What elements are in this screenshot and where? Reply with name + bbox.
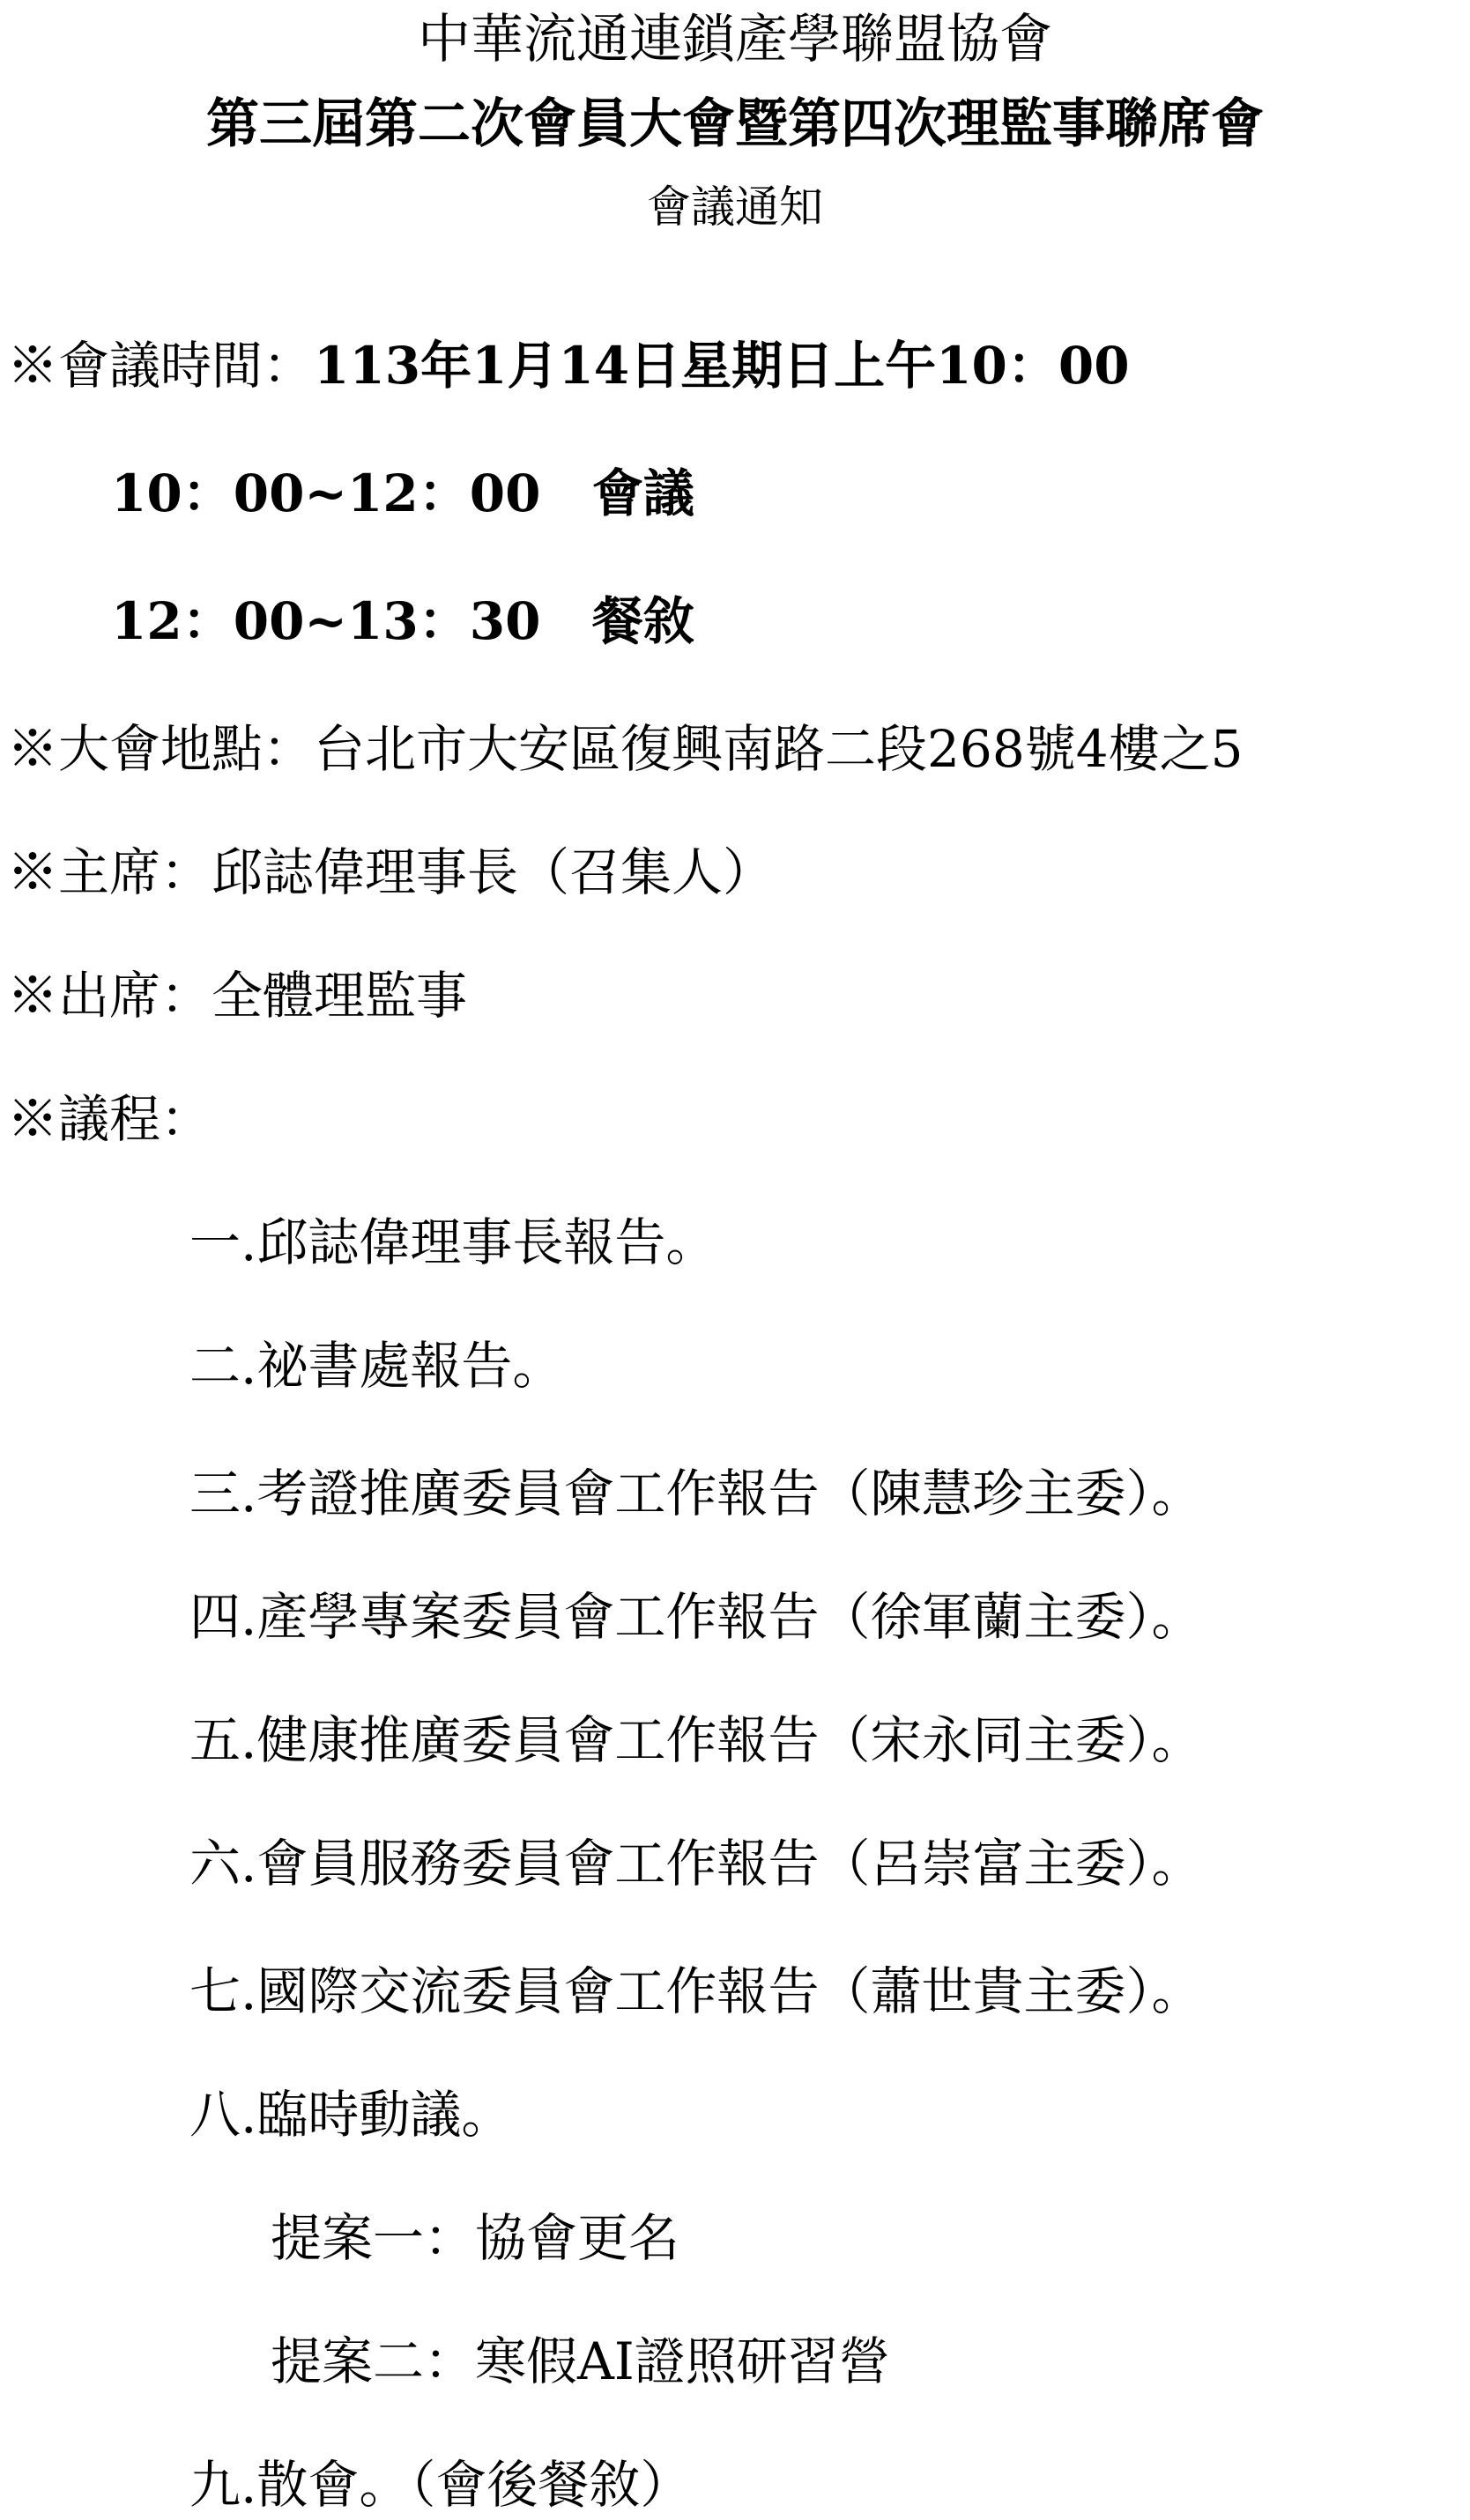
- schedule-slot-time: 12：00~13：30: [111, 591, 541, 651]
- meeting-time-label: ※會議時間：: [7, 336, 315, 396]
- agenda-closing: 九.散會。（會後餐敘）: [189, 2455, 692, 2515]
- agenda-item: 二.祕書處報告。: [189, 1336, 564, 1396]
- attendees-label: ※出席：: [7, 966, 212, 1026]
- agenda-item: 四.產學專案委員會工作報告（徐軍蘭主委）。: [189, 1587, 1203, 1647]
- agenda-item: 五.健康推廣委員會工作報告（宋永同主委）。: [189, 1710, 1203, 1770]
- schedule-slot-activity: 餐敘: [591, 591, 694, 651]
- proposal-item: 提案二：寒假AI證照研習營: [271, 2331, 890, 2391]
- attendees-row: [7, 960, 467, 1031]
- meeting-time-row: [7, 330, 1130, 401]
- agenda-label: ※議程：: [7, 1089, 212, 1149]
- schedule-slot: [111, 586, 694, 656]
- attendees-value: 全體理監事: [212, 966, 468, 1026]
- notice-subtitle: 會議通知: [647, 182, 823, 233]
- chair-label: ※主席：: [7, 842, 212, 902]
- chair-value: 邱誌偉理事長（召集人）: [212, 842, 775, 902]
- schedule-slot-activity: 會議: [591, 463, 694, 523]
- organization-title: 中華流通連鎖產學聯盟協會: [418, 9, 1052, 70]
- location-row: [7, 714, 1244, 784]
- location-label: ※大會地點：: [7, 719, 315, 779]
- agenda-item: 七.國際交流委員會工作報告（蕭世貴主委）。: [189, 1961, 1203, 2021]
- location-value: 台北市大安區復興南路二段268號4樓之5: [314, 719, 1244, 779]
- chair-row: [7, 837, 774, 908]
- meeting-title: 第三屆第二次會員大會暨第四次理監事聯席會: [206, 93, 1264, 155]
- meeting-time-value: 113年1月14日星期日上午10：00: [314, 336, 1130, 396]
- agenda-item: 八.臨時動議。: [189, 2085, 513, 2145]
- proposal-item: 提案一：協會更名: [271, 2208, 680, 2268]
- schedule-slot: [111, 458, 694, 529]
- agenda-item: 一.邱誌偉理事長報告。: [189, 1212, 717, 1272]
- agenda-item: 三.考證推廣委員會工作報告（陳慧珍主委）。: [189, 1464, 1203, 1523]
- agenda-item: 六.會員服務委員會工作報告（呂崇富主委）。: [189, 1834, 1203, 1894]
- schedule-slot-time: 10：00~12：00: [111, 463, 541, 523]
